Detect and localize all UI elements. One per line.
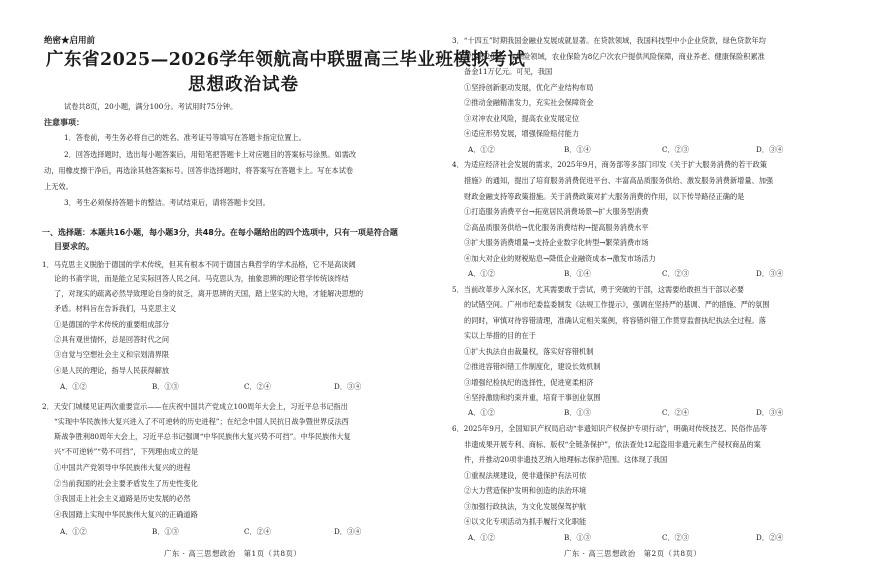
question-stem: 1．马克思主义脱胎于德国的学术传统，但其有根本不同于德国古典哲学的学术品格，它不是高谈阔 [42, 260, 356, 269]
question-stem: 兴“不可逆转”“势不可挡”，下列理由成立的是 [54, 447, 199, 456]
option-c: C．②④ [662, 408, 690, 417]
statement-item: ①打造服务消费平台→拓宽居民消费场景→扩大服务型消费 [464, 207, 649, 216]
statement-item: ③对冲农业风险，提高农业发展定位 [464, 114, 580, 123]
question-stem: 措施》的通知，提出了培育服务消费促进平台、丰富高品质服务供给、激发服务消费新增量、加强 [464, 176, 774, 185]
secret-label: 绝密★启用前 [44, 36, 96, 46]
question-stem: 增速超20%。在保险领域，农业保险为8亿户次农户提供风险保障，商业养老、健康保险积累准 [464, 52, 765, 61]
notice-item: 1．答卷前，考生务必将自己的姓名、准考证号等填写在答题卡指定位置上。 [64, 133, 306, 142]
option-b: B．①③ [564, 533, 591, 542]
statement-item: ②推进容错纠错工作制度化，建设长效机制 [464, 362, 601, 371]
option-c: C．②③ [662, 269, 690, 278]
option-a: A．①② [468, 533, 495, 542]
statement-item: ②具有观世情怀，总是回答时代之问 [54, 335, 170, 344]
statement-item: ①扩大执法自由裁量权，落实好容错机制 [464, 347, 594, 356]
question-stem: 4．为适应经济社会发展的需求，2025年9月，商务部等多部门印发《关于扩大服务消费的若干政策 [452, 160, 767, 169]
option-a: A．①② [60, 527, 87, 536]
question-stem: 财政金融支持等政策措施。关于消费政策对扩大服务消费的作用，以下传导路径正确的是 [464, 192, 745, 201]
option-b: B．①④ [564, 269, 591, 278]
option-c: C．②③ [662, 533, 690, 542]
page-footer: 广东 · 高三思想政治 第2页（共8页） [564, 549, 702, 558]
option-c: C．②③ [662, 145, 690, 154]
question-stem: 的试错空间。广州市纪委监委制发《法规工作提示》，强调在坚持严的基调、严的措施、严的氛围 [464, 300, 770, 309]
option-c: C．②④ [244, 382, 272, 391]
question-stem: 矛盾。材料旨在告诉我们，马克思主义 [54, 304, 177, 313]
question-stem: 了，对现实的疏离必然导致理论自身的贫乏，离开思辨的天国，踏上坚实的大地，才能解决思想的 [54, 289, 364, 298]
exam-title: 广东省2025—2026学年领航高中联盟高三毕业班模拟考试 [46, 50, 526, 70]
section-heading-cont: 目要求的。 [54, 242, 94, 251]
question-stem: “实现中华民族伟大复兴进入了不可逆转的历史进程”；在纪念中国人民抗日战争暨世界反法西 [54, 417, 349, 426]
question-stem: 论的书斋学说，而是能立足实际回答人民之问。马克思认为，抽象思辨的理论哲学传统该终结 [54, 274, 349, 283]
statement-item: ③加强行政执法，为文化发展保驾护航 [464, 502, 587, 511]
statement-item: ④以文化专项活动为抓手履行文化职能 [464, 517, 587, 526]
statement-item: ③扩大服务消费增量→支持企业数字化转型→繁荣消费市场 [464, 238, 649, 247]
question-stem: 5．当前改革步入深水区，尤其需要敢于尝试，勇于突破的干部，这需要给敢担当干部以必要 [452, 285, 745, 294]
statement-item: ④我国踏上实现中华民族伟大复兴的正确道路 [54, 510, 198, 519]
statement-item: ①坚持创新驱动发展，优化产业结构布局 [464, 83, 594, 92]
option-d: D．③④ [756, 408, 784, 417]
option-b: B．①③ [152, 527, 179, 536]
statement-item: ①中国共产党领导中华民族伟大复兴的进程 [54, 463, 191, 472]
option-d: D．③④ [334, 527, 362, 536]
option-d: D．③④ [756, 145, 784, 154]
option-b: B．①④ [564, 145, 591, 154]
statement-item: ④是人民的理论，指导人民获得解放 [54, 366, 170, 375]
option-d: D．③④ [756, 269, 784, 278]
option-d: D．②④ [756, 533, 784, 542]
option-a: A．①② [468, 145, 495, 154]
option-b: B．①③ [564, 408, 591, 417]
statement-item: ④坚持激励和约束并重，培育干事创业氛围 [464, 393, 601, 402]
question-stem: 的同时，审慎对待容错清理，准确认定相关案例，将容错纠错工作贯穿监督执纪执法全过程。落 [464, 316, 766, 325]
exam-subtitle: 思想政治试卷 [188, 75, 299, 95]
option-a: A．①② [468, 269, 495, 278]
notice-item: 2．回答选择题时，选出每小题答案后，用铅笔把答题卡上对应题目的答案标号涂黑。如需改 [64, 150, 357, 159]
question-stem: 件，并推动20项非遗技艺纳入地理标志保护范围。这体现了我国 [464, 455, 668, 464]
statement-item: ③增强纪检执纪的选择性，促进宽柔相济 [464, 378, 594, 387]
option-d: D．③④ [334, 382, 362, 391]
question-stem: 备金11万亿元。可见，我国 [464, 67, 553, 76]
question-stem: 非遗成果开展专利、商标、版权“全链条保护”，依法查处12起盗用非遗元素生产侵权商品的案 [464, 440, 761, 449]
option-b: B．①③ [152, 382, 179, 391]
option-a: A．①② [60, 382, 87, 391]
statement-item: ②当前我国的社会主要矛盾发生了历史性变化 [54, 479, 198, 488]
question-stem: 2．天安门城楼见证两次重要宣示——在庆祝中国共产党成立100周年大会上，习近平总书记指出 [42, 402, 348, 411]
statement-item: ②推动金融精准发力，充实社会保障资金 [464, 98, 594, 107]
option-a: A．①② [468, 408, 495, 417]
page-footer: 广东 · 高三思想政治 第1页（共8页） [164, 549, 302, 558]
notice-heading: 注意事项： [44, 117, 84, 127]
notice-item: 上无效。 [44, 182, 73, 191]
notice-item: 动，用橡皮擦干净后，再选涂其他答案标号。回答非选择题时，将答案写在答题卡上。写在本试卷 [44, 166, 354, 175]
statement-item: ②大力营造保护发明和创造的法治环境 [464, 486, 587, 495]
notice-item: 3．考生必须保持答题卡的整洁。考试结束后，请将答题卡交回。 [64, 198, 270, 207]
question-stem: 6．2025年9月，全国知识产权局启动“非遗知识产权保护专项行动”，明确对传统技艺、民俗作品等 [452, 424, 768, 433]
exam-meta: 试卷共8页，20小题，满分100分。考试用时75分钟。 [64, 102, 238, 111]
section-heading: 一、选择题：本题共16小题，每小题3分，共48分。在每小题给出的四个选项中，只有一项是符合题 [42, 228, 398, 237]
statement-item: ④适应形势发展，增强保险赔付能力 [464, 129, 580, 138]
option-c: C．②④ [244, 527, 272, 536]
statement-item: ④加大对企业的财税贴息→降低企业融资成本→激发市场活力 [464, 254, 656, 263]
question-stem: 实以上举措的目的在于 [464, 331, 536, 340]
statement-item: ①重视法规建设，使非遗保护有法可依 [464, 471, 587, 480]
statement-item: ③我国走上社会主义道路是历史发展的必然 [54, 494, 191, 503]
question-stem: 斯战争胜利80周年大会上，习近平总书记强调“中华民族伟大复兴势不可挡”。中华民族伟大复 [54, 432, 351, 441]
statement-item: ②高品质服务供给→优化服务消费结构→提高服务消费水平 [464, 223, 649, 232]
statement-item: ③自觉与空想社会主义和宗划清界限 [54, 350, 170, 359]
question-stem: 3．“十四五”时期我国金融业发展成就显著。在贷款领域，我国科技型中小企业贷款，绿色贷款年均 [452, 36, 766, 45]
statement-item: ①是德国的学术传统的重要组成部分 [54, 320, 170, 329]
